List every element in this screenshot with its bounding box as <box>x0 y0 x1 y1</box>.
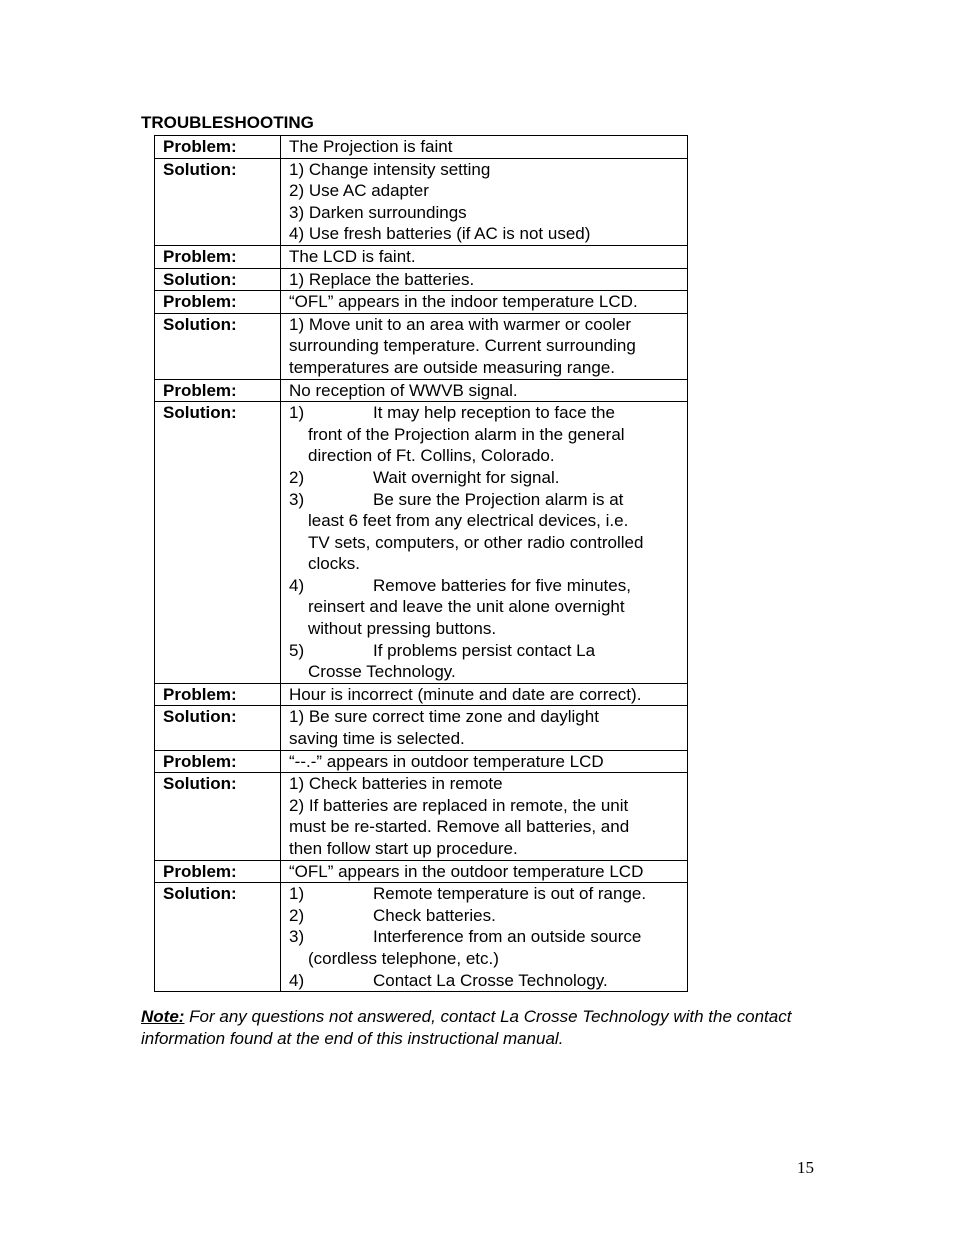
problem-row <box>155 750 688 773</box>
step-text: Be sure the Projection alarm is at <box>373 489 624 509</box>
solution-line: 4) Use fresh batteries (if AC is not used) <box>289 224 591 244</box>
solution-line: 1) Move unit to an area with warmer or cooler <box>289 314 632 334</box>
solution-line: then follow start up procedure. <box>289 839 518 858</box>
solution-step <box>289 970 687 992</box>
solution-step <box>289 640 687 662</box>
solution-line: 1) Change intensity setting <box>289 159 491 179</box>
problem-text: “OFL” appears in the indoor temperature LCD. <box>281 291 688 314</box>
problem-label: Problem: <box>155 750 281 773</box>
step-number: 3) <box>289 927 305 947</box>
problem-row <box>155 136 688 159</box>
problem-row <box>155 291 688 314</box>
step-continuation: TV sets, computers, or other radio controlled <box>308 532 644 552</box>
problem-text: The Projection is faint <box>281 136 688 159</box>
note-lead: Note: <box>141 1007 185 1026</box>
solution-line: 3) Darken surroundings <box>289 202 467 222</box>
step-number: 5) <box>289 640 305 660</box>
solution-label: Solution: <box>155 706 281 750</box>
solution-row <box>155 268 688 291</box>
solution-text <box>281 773 688 860</box>
step-text: Check batteries. <box>373 905 496 925</box>
step-text: It may help reception to face the <box>373 403 615 423</box>
solution-label: Solution: <box>155 402 281 684</box>
step-continuation: least 6 feet from any electrical devices, i.e. <box>308 511 629 531</box>
step-number: 4) <box>289 575 305 595</box>
step-text: Contact La Crosse Technology. <box>373 970 608 990</box>
solution-row <box>155 883 688 992</box>
solution-line: must be re-started. Remove all batteries, and <box>289 817 630 837</box>
note-paragraph <box>141 1006 821 1049</box>
step-continuation: direction of Ft. Collins, Colorado. <box>308 446 555 466</box>
step-continuation: reinsert and leave the unit alone overnight <box>308 597 625 617</box>
solution-text <box>281 158 688 245</box>
section-heading: TROUBLESHOOTING <box>141 113 314 132</box>
step-continuation: front of the Projection alarm in the general <box>308 424 625 444</box>
solution-line: 2) Use AC adapter <box>289 181 429 201</box>
page-number: 15 <box>797 1158 814 1177</box>
problem-row <box>155 860 688 883</box>
solution-line: saving time is selected. <box>289 729 465 749</box>
note-text: For any questions not answered, contact La Crosse Technology with the contact information found at the end of this instructional manual. <box>141 1007 792 1048</box>
solution-line: 1) Check batteries in remote <box>289 774 503 794</box>
problem-text: No reception of WWVB signal. <box>281 379 688 402</box>
problem-text: “--.-” appears in outdoor temperature LCD <box>281 750 688 773</box>
solution-row <box>155 313 688 379</box>
problem-label: Problem: <box>155 683 281 706</box>
step-number: 2) <box>289 467 305 487</box>
step-text: Remote temperature is out of range. <box>373 884 647 904</box>
problem-label: Problem: <box>155 291 281 314</box>
problem-row <box>155 683 688 706</box>
step-text: Interference from an outside source <box>373 927 642 947</box>
step-continuation: (cordless telephone, etc.) <box>308 948 499 968</box>
solution-text <box>281 706 688 750</box>
solution-label: Solution: <box>155 883 281 992</box>
solution-row <box>155 402 688 684</box>
problem-label: Problem: <box>155 860 281 883</box>
solution-line: surrounding temperature. Current surrounding <box>289 336 636 356</box>
solution-line: 2) If batteries are replaced in remote, the unit <box>289 795 629 815</box>
solution-row <box>155 158 688 245</box>
solution-label: Solution: <box>155 158 281 245</box>
solution-step <box>289 467 687 489</box>
problem-label: Problem: <box>155 136 281 159</box>
problem-row <box>155 379 688 402</box>
solution-text <box>281 883 688 992</box>
problem-text: “OFL” appears in the outdoor temperature LCD <box>281 860 688 883</box>
solution-label: Solution: <box>155 773 281 860</box>
step-number: 4) <box>289 970 305 990</box>
solution-step <box>289 489 687 511</box>
step-text: Remove batteries for five minutes, <box>373 575 631 595</box>
solution-step <box>289 926 687 948</box>
step-number: 1) <box>289 403 305 423</box>
step-text: Wait overnight for signal. <box>373 467 560 487</box>
step-continuation: clocks. <box>308 554 360 574</box>
solution-text <box>281 313 688 379</box>
problem-text: Hour is incorrect (minute and date are correct). <box>281 683 688 706</box>
step-text: If problems persist contact La <box>373 640 596 660</box>
solution-text <box>281 402 688 684</box>
step-number: 1) <box>289 884 305 904</box>
solution-label: Solution: <box>155 313 281 379</box>
solution-step <box>289 905 687 927</box>
problem-label: Problem: <box>155 379 281 402</box>
solution-line: 1) Replace the batteries. <box>289 269 475 289</box>
solution-text <box>281 268 688 291</box>
step-continuation: Crosse Technology. <box>308 662 456 682</box>
step-continuation: without pressing buttons. <box>308 619 497 639</box>
problem-label: Problem: <box>155 245 281 268</box>
solution-line: 1) Be sure correct time zone and daylight <box>289 707 599 727</box>
problem-text: The LCD is faint. <box>281 245 688 268</box>
solution-step <box>289 402 687 424</box>
step-number: 3) <box>289 489 305 509</box>
step-number: 2) <box>289 905 305 925</box>
solution-label: Solution: <box>155 268 281 291</box>
solution-row <box>155 773 688 860</box>
troubleshooting-table <box>154 135 688 992</box>
solution-row <box>155 706 688 750</box>
solution-step <box>289 883 687 905</box>
solution-step <box>289 575 687 597</box>
solution-line: temperatures are outside measuring range. <box>289 357 616 377</box>
problem-row <box>155 245 688 268</box>
